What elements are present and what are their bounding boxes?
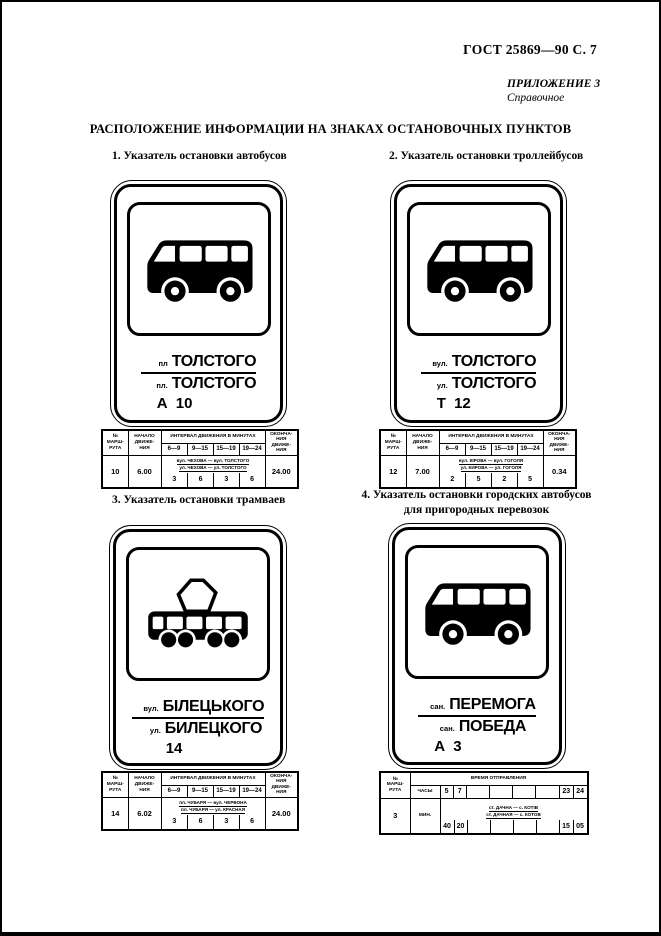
street-type-prefix: вул. [143,704,159,713]
hour-cell [489,785,512,798]
route-endpoints-ua: вул. КІРОВА — вул. ГОГОЛЯ [458,457,524,463]
street-type-prefix: ул. [436,381,448,390]
route-designation: А 3 [434,738,462,755]
route-number: 10 [102,455,128,488]
street-type-prefix: сан. [430,702,446,711]
header-start-time: НАЧАЛО ДВИЖЕ- НИЯ [406,430,439,455]
route-designation: Т 12 [436,395,471,412]
stop-name-text: ПОБЕДА [458,718,527,735]
hours-label: ЧАСЫ [410,785,440,798]
street-type-prefix: пл. [156,381,168,390]
stop-name-ua [141,352,257,374]
stop-name-block [132,697,265,757]
interval-col: 9—15 [187,443,213,455]
route-endpoints-ua: ст. ДАЧНА — с. КОТІВ [488,804,539,810]
route-number: 3 [380,798,410,834]
header-route-number: № МАРШ- РУТА [102,430,128,455]
stop-name-text: БІЛЕЦЬКОГО [162,698,265,715]
annex-block [507,77,600,105]
minutes-cell [440,798,588,834]
schedule-table-bus [101,429,299,489]
pictogram-frame [407,202,551,336]
annex-title: ПРИЛОЖЕНИЕ 3 [507,78,601,90]
stop-name-ua [418,695,536,717]
start-time: 6.00 [128,455,161,488]
section-4-label-line2: для пригородных перевозок [403,504,550,516]
bus-stop-sign [110,180,287,427]
interval-col: 6—9 [161,785,187,797]
interval-col: 9—15 [465,443,491,455]
route-endpoints-ru: ул. КИРОВА — ул. ГОГОЛЯ [460,464,522,470]
stop-name-block [421,352,537,412]
stop-name-text: БИЛЕЦКОГО [164,720,263,737]
section-3-label: 3. Указатель остановки трамваев [112,494,286,506]
hour-cell: 7 [453,785,466,798]
bus-icon [416,576,538,648]
hour-cell: 23 [559,785,573,798]
route-endpoints-ru: пл. ЧУБАРЯ — ул. КРАСНАЯ [180,806,246,812]
minutes-label: МИН. [410,798,440,834]
start-time: 7.00 [406,455,439,488]
route-designation: 14 [165,740,183,757]
stop-name-ua [132,697,265,719]
sign-inner-border [392,527,562,765]
stop-name-ru [141,374,257,393]
interval-col: 6—9 [439,443,465,455]
header-route-number: № МАРШ- РУТА [102,772,128,797]
route-endpoints [162,456,265,472]
route-endpoints [162,798,265,814]
interval-col: 15—19 [491,443,517,455]
hour-cell [466,785,489,798]
stop-name-text: ТОЛСТОГО [451,353,537,370]
schedule-table-trolleybus [379,429,577,489]
interval-col: 19—24 [239,785,265,797]
tram-stop-sign [109,525,287,770]
stop-name-ua [421,352,537,374]
sign-inner-border [394,184,563,423]
tram-icon [139,574,257,654]
stop-name-text: ТОЛСТОГО [171,353,257,370]
interval-values: 3 6 3 6 [162,815,265,829]
end-time: 24.00 [265,797,298,830]
header-start-time: НАЧАЛО ДВИЖЕ- НИЯ [128,430,161,455]
page-title: РАСПОЛОЖЕНИЕ ИНФОРМАЦИИ НА ЗНАКАХ ОСТАНОВОЧНЫХ ПУНКТОВ [89,122,572,136]
trolleybus-icon [418,233,540,305]
stop-name-ru [134,719,262,738]
street-type-prefix: сан. [439,724,455,733]
intervals-cell [161,797,265,830]
street-type-prefix: пл [158,359,168,368]
hour-cell [513,785,536,798]
stop-name-text: ТОЛСТОГО [171,375,257,392]
hour-cell: 24 [573,785,587,798]
stop-name-ru [421,374,537,393]
section-2-label: 2. Указатель остановки троллейбусов [389,150,584,162]
schedule-table-tram [101,771,299,831]
bus-icon [138,233,260,305]
interval-col: 9—15 [187,785,213,797]
section-1-label: 1. Указатель остановки автобусов [112,150,287,162]
route-endpoints [441,799,587,819]
route-endpoints [440,456,543,472]
interval-col: 15—19 [213,443,239,455]
route-endpoints-ua: пл. ЧУБАРЯ — вул. ЧЕРВОНА [179,799,247,805]
stop-name-text: ТОЛСТОГО [451,375,537,392]
header-end-time: ОКОНЧА- НИЯ ДВИЖЕ- НИЯ [265,430,298,455]
stop-name-block [418,695,536,755]
end-time: 0.34 [543,455,576,488]
interval-values: 3 6 3 6 [162,473,265,487]
stop-name-block [141,352,257,412]
start-time: 6.02 [128,797,161,830]
header-route-number: № МАРШ- РУТА [380,772,410,798]
intervals-cell [439,455,543,488]
trolleybus-stop-sign [390,180,567,427]
route-number: 12 [380,455,406,488]
route-endpoints-ua: вул. ЧЕХОВА — вул. ТОЛСТОГО [176,457,250,463]
interval-col: 6—9 [161,443,187,455]
header-route-number: № МАРШ- РУТА [380,430,406,455]
street-type-prefix: вул. [432,359,448,368]
header-departure-time: ВРЕМЯ ОТПРАВЛЕНИЯ [410,772,588,785]
annex-note: Справочное [507,92,565,104]
header-end-time: ОКОНЧА- НИЯ ДВИЖЕ- НИЯ [265,772,298,797]
interval-col: 19—24 [517,443,543,455]
hour-cell: 5 [440,785,453,798]
pictogram-frame [126,547,270,681]
street-type-prefix: ул. [149,726,161,735]
route-number: 14 [102,797,128,830]
route-endpoints-ru: ст. ДАЧНАЯ — с. КОТОВ [486,811,541,817]
interval-col: 15—19 [213,785,239,797]
doc-reference: ГОСТ 25869—90 С. 7 [463,42,597,57]
stop-name-text: ПЕРЕМОГА [449,696,536,713]
stop-name-ru [428,717,526,736]
interval-values: 2 5 2 5 [440,473,543,487]
header-start-time: НАЧАЛО ДВИЖЕ- НИЯ [128,772,161,797]
interval-col: 19—24 [239,443,265,455]
sign-inner-border [114,184,283,423]
minute-values: 40 20 15 05 [441,820,587,833]
header-end-time: ОКОНЧА- НИЯ ДВИЖЕ- НИЯ [543,430,576,455]
pictogram-frame [405,545,549,679]
end-time: 24.00 [265,455,298,488]
hour-cell [536,785,559,798]
route-endpoints-ru: ул. ЧЕХОВА — ул. ТОЛСТОГО [179,464,247,470]
header-intervals: ИНТЕРВАЛ ДВИЖЕНИЯ В МИНУТАХ [161,430,265,443]
pictogram-frame [127,202,271,336]
route-designation: А 10 [156,395,193,412]
sign-inner-border [113,529,283,766]
header-intervals: ИНТЕРВАЛ ДВИЖЕНИЯ В МИНУТАХ [439,430,543,443]
header-intervals: ИНТЕРВАЛ ДВИЖЕНИЯ В МИНУТАХ [161,772,265,785]
departure-times-table [379,771,589,835]
section-4-label [354,488,599,518]
suburban-bus-stop-sign [388,523,566,769]
intervals-cell [161,455,265,488]
section-4-label-line1: 4. Указатель остановки городских автобусов [361,489,592,501]
